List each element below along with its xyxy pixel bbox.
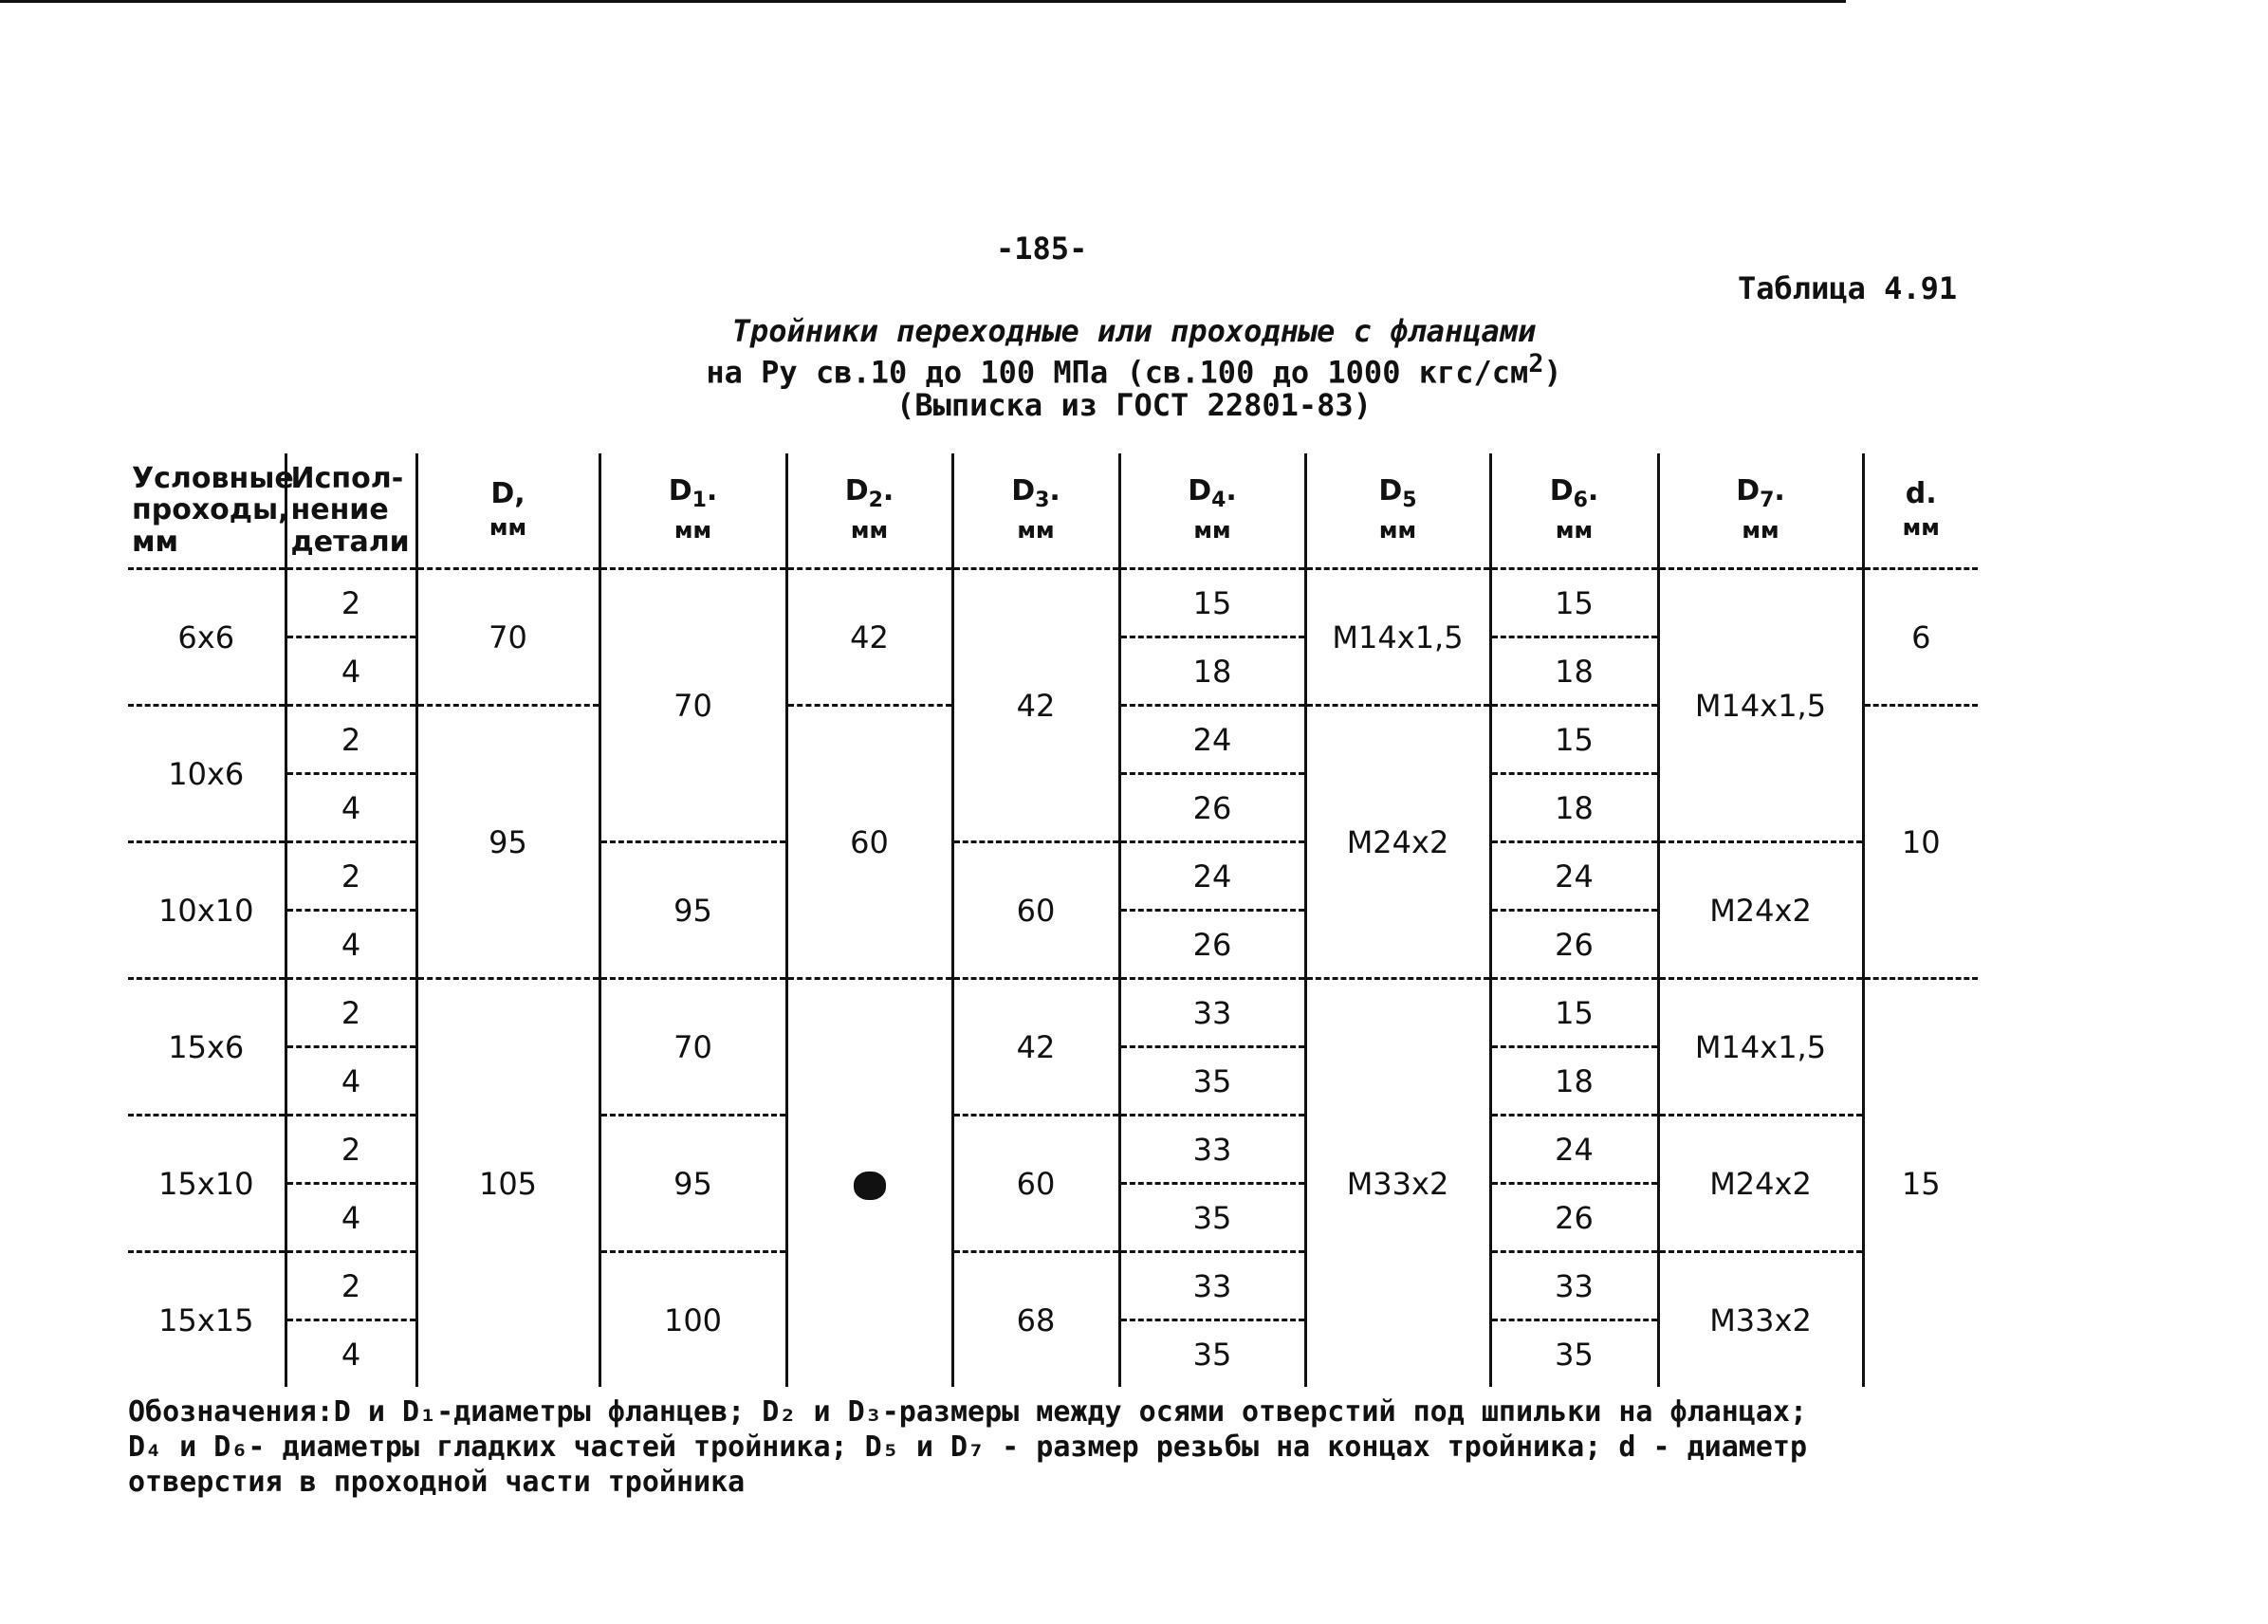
cell-D6: 18 [1490,637,1658,706]
cell-D1: 100 [599,1252,786,1388]
cell-D1: 95 [599,1116,786,1252]
data-table [128,453,1978,1387]
cell-D4: 24 [1119,706,1305,774]
header-D3: $D_3$. мм [952,453,1119,569]
header-D6: $D_6$. мм [1490,453,1658,569]
header-D4-index: 4 [1211,489,1226,513]
cell-D2 [786,979,952,1388]
cell-D5: M24x2 [1305,706,1490,979]
cell-D1: 70 [599,979,786,1116]
cell-D3: 42 [952,569,1119,842]
subtitle-superscript: 2 [1528,349,1544,378]
cell-D4: 35 [1119,1320,1305,1388]
cell-D: 70 [416,569,599,706]
cell-dn: 15x10 [128,1116,286,1252]
header-D2-index: 2 [868,489,883,513]
cell-exec: 4 [286,1047,416,1116]
cell-D6: 18 [1490,774,1658,842]
cell-D7: M14x1,5 [1658,569,1863,842]
cell-D7: M14x1,5 [1658,979,1863,1116]
header-dn [128,453,294,569]
cell-D4: 15 [1119,569,1305,637]
header-D2: $D_2$. мм [786,453,952,569]
cell-exec: 2 [286,569,416,637]
cell-D4: 33 [1119,1252,1305,1320]
header-exec-line1: Испол- [290,461,404,495]
cell-d: 10 [1863,706,1978,979]
subtitle-text: на Ру св.10 до 100 МПа (св.100 до 1000 кгс/см [706,354,1529,391]
header-D4-sym: D [1188,474,1212,508]
cell-D2: 42 [786,569,952,706]
header-D: D, мм [416,453,599,569]
table-top-rule [0,0,1846,3]
cell-exec: 2 [286,842,416,911]
cell-D5: M14x1,5 [1305,569,1490,706]
header-D6-sym: D [1549,474,1574,508]
cell-D3: 68 [952,1252,1119,1388]
header-D5-index: 5 [1402,489,1417,513]
header-d-sym: d [1905,477,1927,511]
header-D6-unit: мм [1555,517,1594,544]
cell-D4: 26 [1119,774,1305,842]
header-D2-sym: D [844,474,869,508]
cell-D4: 24 [1119,842,1305,911]
notes-line-3: отверстия в проходной части тройника [128,1466,746,1499]
cell-exec: 2 [286,706,416,774]
cell-exec: 2 [286,1252,416,1320]
header-D7-index: 7 [1760,489,1775,513]
cell-d: 15 [1863,979,1978,1388]
notes-line-1: Обозначения:D и D₁-диаметры фланцев; D₂ и D₃-размеры между осями отверстий под шпильки на фланцах; [128,1395,1808,1429]
header-d-unit: мм [1902,514,1940,541]
cell-exec: 4 [286,1320,416,1388]
cell-D6: 15 [1490,569,1658,637]
notes-line-2: D₄ и D₆- диаметры гладких частей тройника; D₅ и D₇ - размер резьбы на концах тройника; d - диаметр [128,1430,1808,1464]
cell-dn: 6x6 [128,569,286,706]
cell-D2: 60 [786,706,952,979]
header-dn-line2: проходы, [132,493,289,527]
cell-exec: 4 [286,1184,416,1252]
cell-D7: M24x2 [1658,1116,1863,1252]
header-D4: $D_4$. мм [1119,453,1305,569]
header-exec-line2: нение [290,493,389,527]
cell-D4: 26 [1119,911,1305,979]
cell-D1: 95 [599,842,786,979]
table-row [128,569,1978,637]
header-dn-line1: Условные [132,461,294,495]
header-D1-unit: мм [673,517,712,544]
header-exec-line3: детали [290,525,410,559]
cell-D6: 15 [1490,979,1658,1047]
cell-D: 105 [416,979,599,1388]
cell-D4: 33 [1119,1116,1305,1184]
header-D6-index: 6 [1573,489,1588,513]
cell-D1: 70 [599,569,786,842]
cell-dn: 15x15 [158,1301,254,1338]
header-D1: $D_1$. мм [599,453,786,569]
cell-D4: 18 [1119,637,1305,706]
cell-D7: M24x2 [1658,842,1863,979]
cell-D7: M33x2 [1658,1252,1863,1388]
cell-D4: 35 [1119,1184,1305,1252]
cell-dn: 10x10 [128,842,286,979]
header-D5-sym: D [1378,474,1403,508]
cell-D6: 33 [1490,1252,1658,1320]
cell-d: 6 [1863,569,1978,706]
table-row [128,842,1978,911]
header-D5-unit: мм [1378,517,1417,544]
smudged-value-blot [854,1172,886,1200]
cell-D5: M33x2 [1305,979,1490,1388]
header-d: d. мм [1863,453,1978,569]
cell-D6: 26 [1490,1184,1658,1252]
cell-dn: 15x6 [128,979,286,1116]
cell-exec: 4 [286,637,416,706]
table-row [128,979,1978,1047]
subtitle-close: ) [1543,354,1562,391]
header-exec [286,453,416,569]
header-D3-unit: мм [1017,517,1055,544]
notes [128,1394,1987,1500]
cell-exec: 2 [286,1116,416,1184]
header-D7-unit: мм [1742,517,1779,544]
table-title: Тройники переходные или проходные с фланцами [731,313,1537,349]
header-D-unit: мм [489,514,527,541]
header-D1-sym: D [668,474,692,508]
cell-D6: 24 [1490,842,1658,911]
header-D4-unit: мм [1193,517,1231,544]
header-D7-sym: D [1736,474,1761,508]
cell-D6: 26 [1490,911,1658,979]
cell-D6: 24 [1490,1116,1658,1184]
cell-exec: 4 [286,774,416,842]
cell-dn: 10x6 [128,706,286,842]
cell-D6: 35 [1490,1320,1658,1388]
cell-D3: 60 [952,1116,1119,1252]
table-label: Таблица 4.91 [1738,270,1958,306]
cell-D3: 42 [952,979,1119,1116]
cell-D4: 35 [1119,1047,1305,1116]
table-subtitle [0,349,2268,391]
cell-D4: 33 [1119,979,1305,1047]
header-dn-line3: мм [132,525,179,559]
cell-exec: 4 [286,911,416,979]
header-row [128,453,1978,569]
header-D7: $D_7$. мм [1658,453,1863,569]
table-row [128,1116,1978,1184]
page-number: -185- [996,231,1088,267]
header-D3-index: 3 [1035,489,1050,513]
header-D2-unit: мм [850,517,889,544]
header-D1-index: 1 [691,489,707,513]
cell-D6: 18 [1490,1047,1658,1116]
header-D5 [1305,453,1490,569]
cell-exec: 2 [286,979,416,1047]
header-D-sym: D [490,477,515,511]
header-D3-sym: D [1011,474,1036,508]
cell-D6: 15 [1490,706,1658,774]
cell-D3: 60 [952,842,1119,979]
table-source: (Выписка из ГОСТ 22801-83) [896,387,1372,423]
table-row [128,1252,1978,1320]
cell-D: 95 [416,706,599,979]
